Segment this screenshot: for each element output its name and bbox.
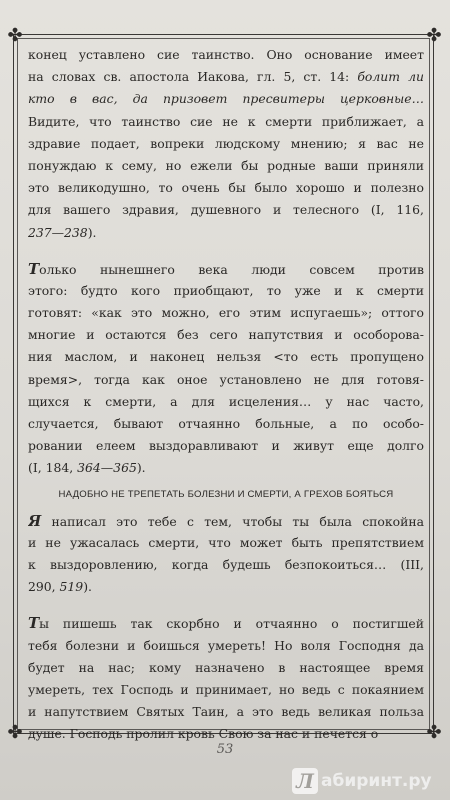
text-run: кто в вас, да призовет пресвитеры церковные… (28, 91, 424, 107)
text-run: ровании елеем выздоравливают и живут еще долго (28, 438, 424, 454)
paragraph (28, 510, 424, 599)
text-line (28, 413, 424, 435)
text-line (28, 66, 424, 88)
text-line (28, 510, 424, 532)
section-heading: НАДОБНО НЕ ТРЕПЕТАТЬ БОЛЕЗНИ И СМЕРТИ, А ГРЕХОВ БОЯТЬСЯ (58, 488, 394, 500)
text-line (28, 435, 424, 457)
corner-ornament-icon: ✤ (7, 25, 23, 46)
text-run: душе. Господь пролил кровь Свою за нас и печется о (28, 726, 379, 742)
text-run: написал это тебе с тем, чтобы ты была спокойна (41, 513, 424, 529)
text-line (28, 532, 424, 554)
watermark-text: абиринт.ру (321, 771, 432, 791)
text-line (28, 701, 424, 723)
text-run: будет на нас; кому назначено в настоящее время (28, 659, 424, 675)
drop-cap: Т (28, 614, 40, 633)
text-line (28, 324, 424, 346)
text-run: многие и остаются без сего напутствия и особорова- (28, 327, 424, 343)
text-run: и напутствием Святых Таин, а это ведь великая польза (28, 704, 424, 720)
labirint-logo-icon: Л (292, 768, 318, 794)
text-run: 519 (59, 579, 84, 595)
paragraph (28, 612, 424, 745)
text-run: умереть, тех Господь и принимает, но ведь с покаянием (28, 681, 424, 697)
text-run: ния маслом, и наконец нельзя <то есть пропущено (28, 349, 424, 365)
text-line (28, 346, 424, 368)
text-line (28, 258, 424, 280)
text-run: на словах св. апостола Иакова, гл. 5, ст. 14: (28, 69, 358, 85)
text-line (28, 576, 424, 598)
watermark (292, 766, 450, 796)
text-run: здравие подает, вопреки людскому мнению; я вас не (28, 135, 424, 151)
drop-cap: Т (28, 259, 40, 278)
text-line (28, 280, 424, 302)
text-line (28, 199, 424, 221)
text-line (28, 369, 424, 391)
text-line (28, 111, 424, 133)
text-run: для вашего здравия, душевного и телесного (I, 116, (28, 202, 424, 218)
text-line (28, 133, 424, 155)
paragraph-spacer (28, 598, 424, 612)
text-run: понуждаю к сему, но ежели бы родные ваши приняли (28, 157, 424, 173)
text-run: случается, бывают отчаянно больные, а по особо- (28, 416, 424, 431)
text-run: ). (83, 579, 92, 595)
text-line (28, 657, 424, 679)
text-run: конец уставлено сие таинство. Оно основание имеет (28, 47, 424, 62)
text-run: ). (136, 460, 146, 476)
corner-ornament-icon: ✤ (7, 722, 23, 743)
text-run: ). (87, 224, 97, 240)
text-line (28, 44, 424, 66)
text-line (28, 554, 424, 576)
text-line (28, 612, 424, 634)
corner-ornament-icon: ✤ (426, 722, 442, 743)
text-run: тебя болезни и боишься умереть! Но воля Господня да (28, 637, 424, 653)
text-run: (I, 184, (28, 460, 78, 476)
text-run: болит ли (357, 69, 424, 85)
paragraph-spacer (28, 244, 424, 258)
text-run: время>, тогда как оное установлено не для готовя- (28, 371, 424, 387)
page-number: 53 (216, 742, 234, 757)
text-run: олько нынешнего века люди совсем против (39, 261, 424, 277)
text-run: ы пишешь так скорбно и отчаянно о постигшей (39, 616, 424, 632)
text-line (28, 457, 424, 479)
text-run: этого: будто кого приобщают, то уже и к смерти (28, 282, 424, 298)
page-body (28, 44, 424, 745)
drop-cap: Я (28, 511, 42, 530)
text-run: к выздоровлению, когда будешь безпокоиться… (III, (28, 556, 424, 572)
text-run: и не ужасалась смерти, что может быть препятствием (28, 534, 424, 550)
text-run: 237—238 (28, 224, 88, 240)
text-line (28, 391, 424, 413)
paragraph (28, 44, 424, 244)
text-run: 364—365 (77, 460, 137, 476)
text-line (28, 177, 424, 199)
text-run: 290, (28, 579, 60, 595)
text-run: щихся к смерти, а для исцеления… у нас часто, (28, 393, 424, 409)
corner-ornament-icon: ✤ (426, 25, 442, 46)
text-run: это великодушно, то очень бы было хорошо и полезно (28, 180, 424, 196)
text-line (28, 155, 424, 177)
text-line (28, 302, 424, 324)
text-line (28, 635, 424, 657)
text-line (28, 679, 424, 701)
text-line (28, 88, 424, 110)
text-line (28, 222, 424, 244)
text-run: Видите, что таинство сие не к смерти приближает, а (28, 113, 424, 129)
text-run: готовят: «как это можно, его этим испугаешь»; оттого (28, 305, 424, 321)
paragraph (28, 258, 424, 480)
